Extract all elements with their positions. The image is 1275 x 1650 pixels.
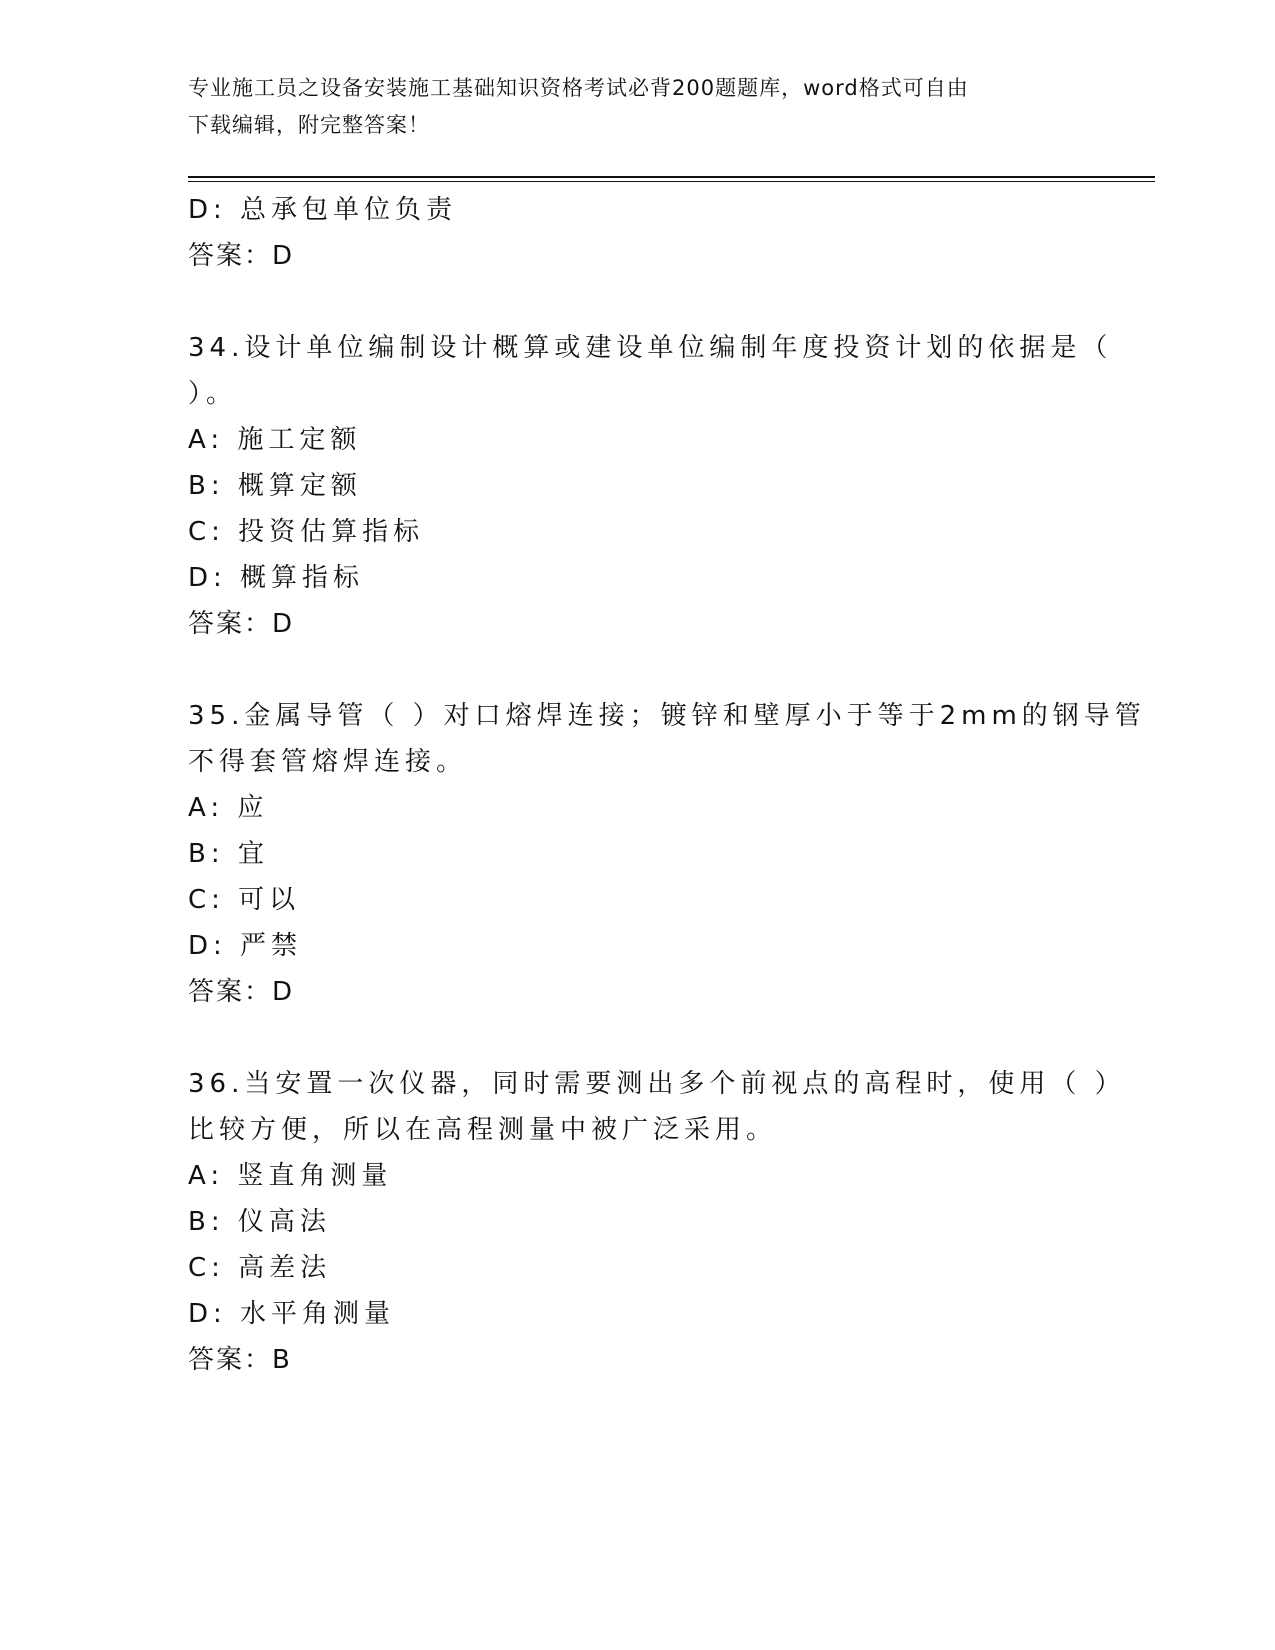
question-text-line-2: ）。 xyxy=(188,379,238,409)
option-a: A: 竖直角测量 xyxy=(188,1161,393,1191)
header-divider-thin xyxy=(188,181,1155,182)
header-line-1: 专业施工员之设备安装施工基础知识资格考试必背200题题库，word格式可自由 xyxy=(188,76,969,100)
option-d: D: 严禁 xyxy=(188,931,303,961)
header-line-2: 下载编辑，附完整答案！ xyxy=(188,113,430,137)
answer-label: 答案：D xyxy=(188,977,295,1007)
option-c: C: 可以 xyxy=(188,885,301,915)
question-text-line-2: 不得套管熔焊连接。 xyxy=(188,747,468,777)
question-text-line-2: 比较方便，所以在高程测量中被广泛采用。 xyxy=(188,1115,778,1145)
question-list xyxy=(188,187,1146,1383)
spacer xyxy=(188,279,1088,325)
question-text-line-1: 35.金属导管（ ）对口熔焊连接；镀锌和壁厚小于等于2mm的钢导管 xyxy=(188,701,1146,731)
option-a: A: 施工定额 xyxy=(188,425,362,455)
answer-label: 答案：D xyxy=(188,609,295,639)
question-text-line-1: 34.设计单位编制设计概算或建设单位编制年度投资计划的依据是（ xyxy=(188,333,1113,363)
document-header xyxy=(188,70,1088,144)
option-b: B: 仪高法 xyxy=(188,1207,331,1237)
question-text-line-1: 36.当安置一次仪器，同时需要测出多个前视点的高程时，使用（ ） xyxy=(188,1069,1126,1099)
spacer xyxy=(188,1015,1088,1061)
question-block-36 xyxy=(188,1061,1126,1383)
option-b: B: 宜 xyxy=(188,839,269,869)
option-d: D: 总承包单位负责 xyxy=(188,195,458,225)
answer-label: 答案：D xyxy=(188,241,295,271)
option-c: C: 投资估算指标 xyxy=(188,517,425,547)
option-c: C: 高差法 xyxy=(188,1253,332,1283)
option-d: D: 概算指标 xyxy=(188,563,365,593)
question-block-33 xyxy=(188,187,1088,279)
answer-label: 答案：B xyxy=(188,1345,292,1375)
header-divider-thick xyxy=(188,176,1155,178)
option-a: A: 应 xyxy=(188,793,269,823)
option-d: D: 水平角测量 xyxy=(188,1299,396,1329)
question-block-34 xyxy=(188,325,1113,647)
option-b: B: 概算定额 xyxy=(188,471,362,501)
spacer xyxy=(188,647,1088,693)
question-block-35 xyxy=(188,693,1146,1015)
